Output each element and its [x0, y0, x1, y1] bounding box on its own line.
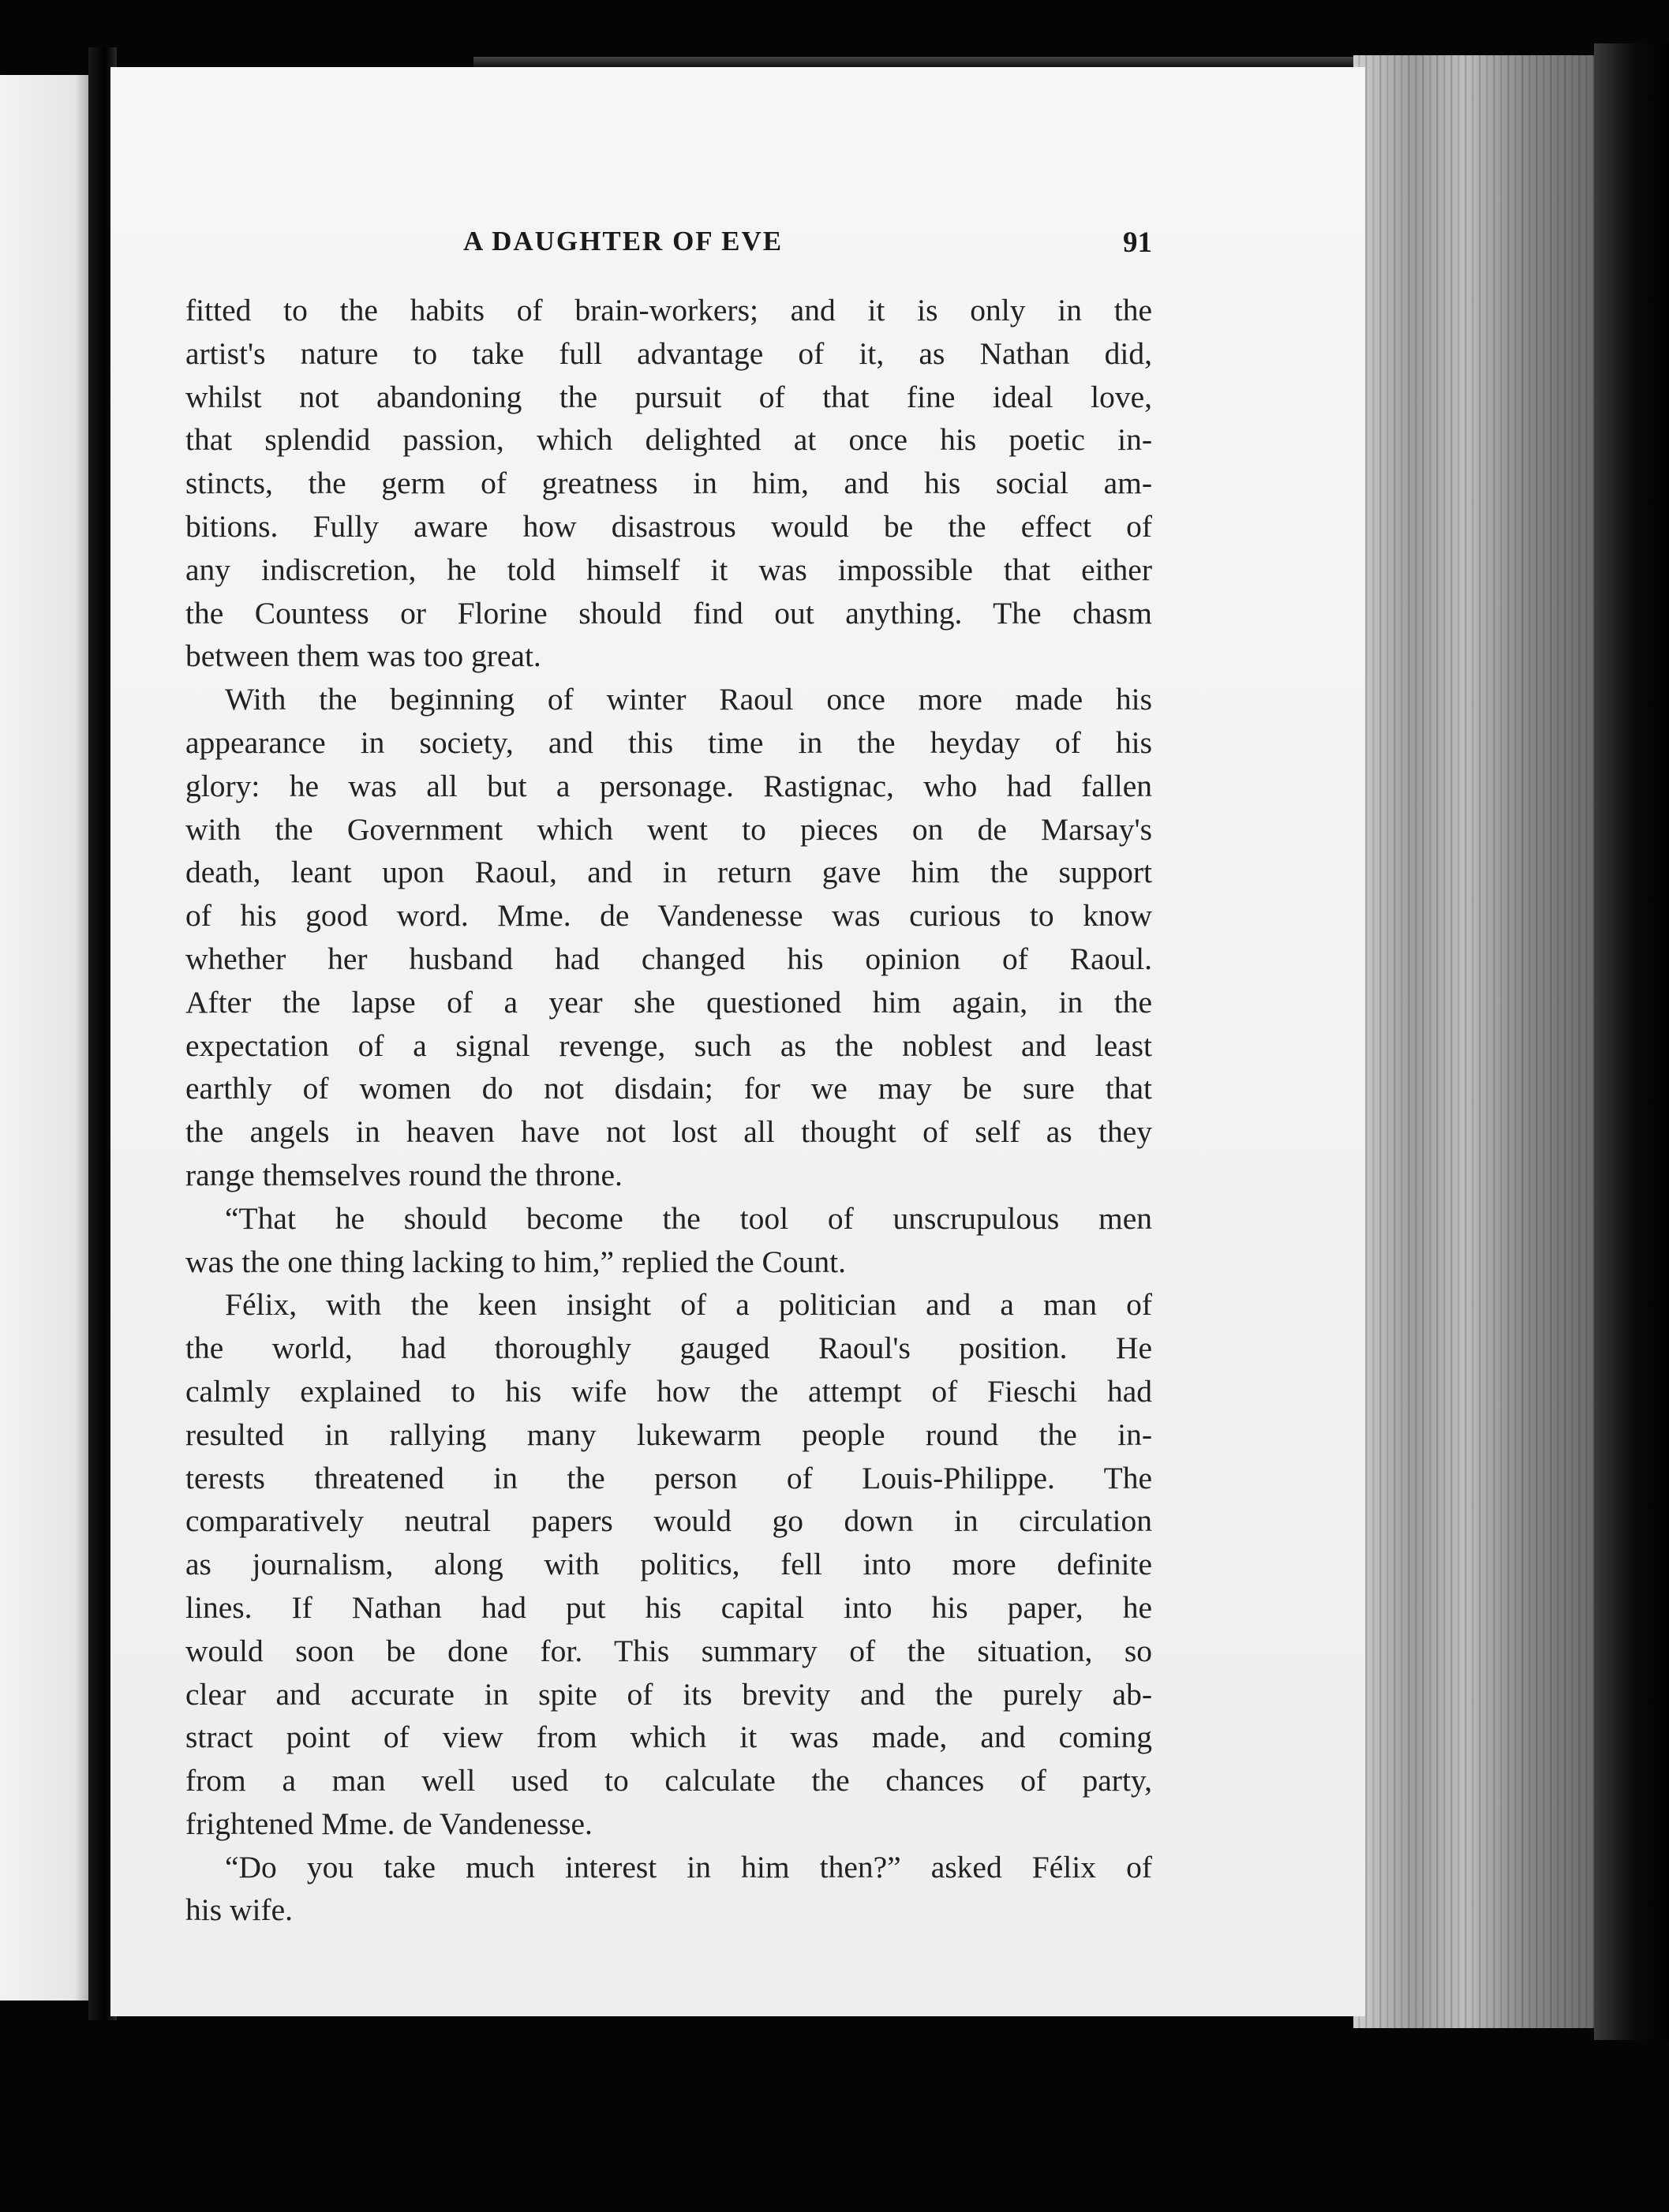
text-line: the Countess or Florine should find out anything. The chasm — [185, 595, 1152, 631]
text-line: glory: he was all but a personage. Rastignac, who had fallen — [185, 768, 1152, 803]
text-line: stract point of view from which it was made, and coming — [185, 1720, 1152, 1755]
page-stack-edge — [1353, 55, 1598, 2028]
text-line: lines. If Nathan had put his capital into his paper, he — [185, 1589, 1152, 1625]
text-line: “Do you take much interest in him then?” asked Félix of — [225, 1849, 1152, 1885]
text-line: was the one thing lacking to him,” replied the Count. — [185, 1244, 847, 1279]
text-line: appearance in society, and this time in the heyday of his — [185, 724, 1152, 760]
text-line: any indiscretion, he told himself it was impossible that either — [185, 552, 1152, 587]
text-line: from a man well used to calculate the chances of party, — [185, 1763, 1152, 1798]
text-line: whether her husband had changed his opinion of Raoul. — [185, 941, 1152, 976]
text-line: between them was too great. — [185, 638, 541, 674]
text-line: resulted in rallying many lukewarm people round the in- — [185, 1417, 1152, 1452]
text-line: bitions. Fully aware how disastrous would be the effect of — [185, 508, 1152, 544]
text-line: the world, had thoroughly gauged Raoul's position. He — [185, 1331, 1152, 1366]
text-line: “That he should become the tool of unscrupulous men — [225, 1200, 1152, 1236]
running-head-title: A DAUGHTER OF EVE — [463, 226, 784, 256]
text-line: would soon be done for. This summary of the situation, so — [185, 1633, 1152, 1668]
body-text — [185, 289, 1152, 1932]
text-line: fitted to the habits of brain-workers; and it is only in the — [185, 293, 1152, 327]
text-line: Félix, with the keen insight of a politician and a man of — [225, 1287, 1152, 1323]
book-cover-edge — [1594, 43, 1669, 2040]
text-line: whilst not abandoning the pursuit of that fine ideal love, — [185, 379, 1152, 414]
text-line: expectation of a signal revenge, such as the noblest and least — [185, 1027, 1152, 1063]
text-line: that splendid passion, which delighted at once his poetic in- — [185, 422, 1152, 458]
text-line: calmly explained to his wife how the attempt of Fieschi had — [185, 1373, 1152, 1409]
text-line: of his good word. Mme. de Vandenesse was curious to know — [185, 898, 1152, 934]
text-line: frightened Mme. de Vandenesse. — [185, 1806, 593, 1841]
page-number: 91 — [1123, 226, 1152, 259]
text-line: artist's nature to take full advantage of it, as Nathan did, — [185, 335, 1152, 371]
text-line: death, leant upon Raoul, and in return gave him the support — [185, 855, 1152, 890]
running-head — [185, 226, 1152, 260]
text-line: as journalism, along with politics, fell into more definite — [185, 1547, 1152, 1582]
text-line: clear and accurate in spite of its brevity and the purely ab- — [185, 1676, 1152, 1712]
text-line: his wife. — [185, 1892, 294, 1928]
text-line: earthly of women do not disdain; for we may be sure that — [185, 1071, 1152, 1106]
text-line: terests threatened in the person of Louis-Philippe. The — [185, 1460, 1152, 1495]
text-line: After the lapse of a year she questioned him again, in the — [185, 984, 1152, 1020]
text-line: the angels in heaven have not lost all thought of self as they — [185, 1114, 1152, 1150]
text-line: With the beginning of winter Raoul once more made his — [225, 682, 1152, 717]
text-line: comparatively neutral papers would go down in circulation — [185, 1503, 1152, 1539]
text-line: range themselves round the throne. — [185, 1157, 623, 1192]
text-line: stincts, the germ of greatness in him, and his social am- — [185, 466, 1152, 501]
text-line: with the Government which went to pieces on de Marsay's — [185, 811, 1152, 847]
